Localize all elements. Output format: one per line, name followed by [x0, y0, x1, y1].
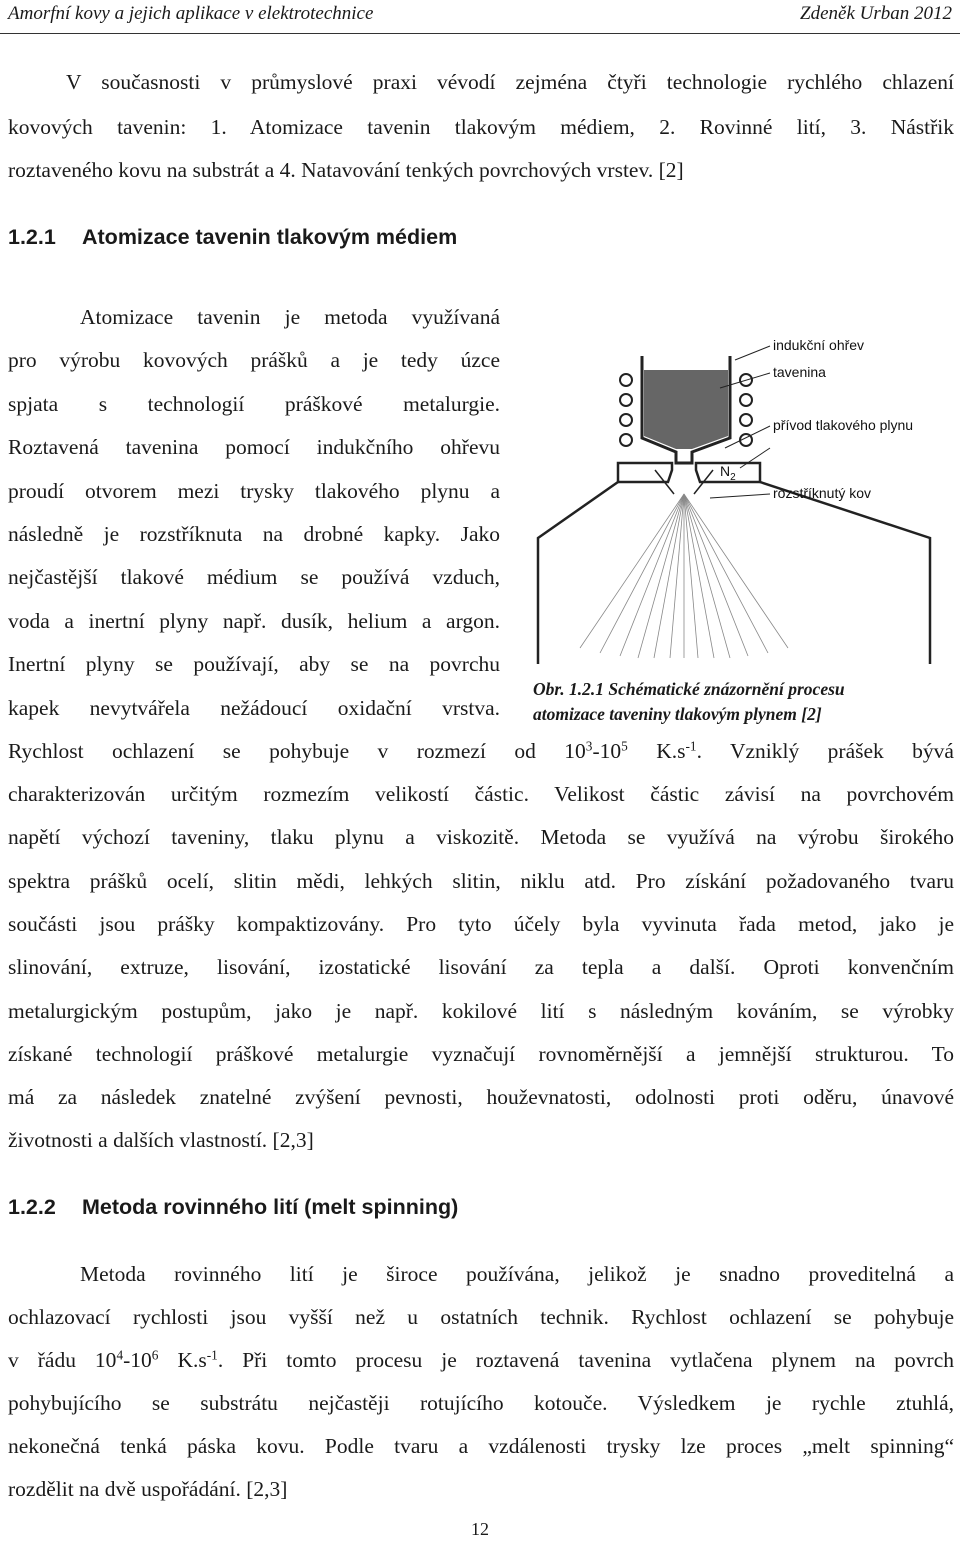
- paragraph-line: Roztavená tavenina pomocí indukčního ohřevu: [8, 435, 500, 459]
- intro-line: V současnosti v průmyslové praxi vévodí zejména čtyři technologie rychlého chlazení: [66, 70, 954, 94]
- paragraph-line: následně je rozstříknuta na drobné kapky. Jako: [8, 522, 500, 546]
- cooling-rate-line: v řádu $10^4-10^6$ $K.s^{-1}$. Při tomto procesu je roztavená tavenina vytlačena plynem na povrch: [8, 1347, 954, 1372]
- paragraph-line: nejčastější tlakové médium se používá vzduch,: [8, 565, 500, 589]
- label-gas-inlet: přívod tlakového plynu: [773, 417, 914, 433]
- paragraph-line: získané technologií práškové metalurgie vyznačují rovnoměrnější a jemnější strukturou. To: [8, 1042, 954, 1066]
- paragraph-line: slinování, extruze, lisování, izostatické lisování za tepla a další. Oproti konvenčním: [8, 955, 954, 979]
- atomization-diagram: [520, 318, 950, 678]
- header-title: Amorfní kovy a jejich aplikace v elektrotechnice: [8, 3, 374, 24]
- paragraph-line: pro výrobu kovových prášků a je tedy úzce: [8, 348, 500, 372]
- label-induction-heating: indukční ohřev: [773, 337, 865, 353]
- paragraph-line: spjata s technologií práškové metalurgie.: [8, 392, 500, 416]
- section-title: Metoda rovinného lití (melt spinning): [82, 1195, 459, 1219]
- section-title: Atomizace tavenin tlakovým médiem: [82, 225, 458, 249]
- paragraph-line: Atomizace tavenin je metoda využívaná: [80, 305, 500, 329]
- coil-left: [620, 394, 632, 406]
- section-heading-1-2-1: [8, 225, 457, 250]
- section-number: 1.2.1: [8, 225, 56, 249]
- cooling-rate-line: Rychlost ochlazení se pohybuje v rozmezí od $10^3-10^5$ $K.s^{-1}$. Vzniklý prášek bývá: [8, 738, 954, 763]
- paragraph-line: voda a inertní plyny např. dusík, helium a argon.: [8, 609, 500, 633]
- paragraph-line: charakterizován určitým rozmezím velikostí částic. Velikost částic závisí na povrchovém: [8, 782, 954, 806]
- figure-caption-line: atomizace taveniny tlakovým plynem [2]: [533, 704, 822, 724]
- paragraph-line: napětí výchozí taveniny, tlaku plynu a viskozitě. Metoda se využívá na výrobu širokého: [8, 825, 954, 849]
- label-melt: tavenina: [773, 364, 826, 380]
- paragraph-line: rozdělit na dvě uspořádání. [2,3]: [8, 1477, 288, 1501]
- paragraph-line: metalurgickým postupům, jako je např. kokilové lití s následným kováním, se výrobky: [8, 999, 954, 1023]
- paragraph-line: Inertní plyny se používají, aby se na povrchu: [8, 652, 500, 676]
- coil-left: [620, 374, 632, 386]
- label-n2: $N_2$: [720, 463, 736, 483]
- header-divider: [0, 33, 960, 34]
- coil-right: [740, 394, 752, 406]
- coil-left: [620, 434, 632, 446]
- paragraph-line: spektra prášků ocelí, slitin mědi, lehkých slitin, niklu atd. Pro získání požadovaného tvaru: [8, 869, 954, 893]
- melt-fill: [644, 370, 728, 436]
- paragraph-line: součásti jsou prášky kompaktizovány. Pro tyto účely byla vyvinuta řada metod, jako je: [8, 912, 954, 936]
- paragraph-line: proudí otvorem mezi trysky tlakového plynu a: [8, 479, 500, 503]
- paragraph-line: ochlazovací rychlosti jsou vyšší než u ostatních technik. Rychlost ochlazení se pohybuje: [8, 1305, 954, 1329]
- chamber: [538, 482, 930, 664]
- coil-right: [740, 414, 752, 426]
- paragraph-line: životnosti a dalších vlastností. [2,3]: [8, 1128, 314, 1152]
- coil-left: [620, 414, 632, 426]
- paragraph-line: pohybujícího se substrátu nejčastěji rotujícího kotouče. Výsledkem je rychle ztuhlá,: [8, 1391, 954, 1415]
- paragraph-line: kapek nevytvářela nežádoucí oxidační vrstva.: [8, 696, 500, 720]
- paragraph-line: Metoda rovinného lití je široce používána, jelikož je snadno proveditelná a: [80, 1262, 954, 1286]
- page-number: 12: [471, 1519, 489, 1539]
- nozzle-left: [618, 463, 672, 482]
- paragraph-line: má za následek znatelné zvýšení pevnosti, houževnatosti, odolnosti proti oděru, únavové: [8, 1085, 954, 1109]
- intro-line: kovových tavenin: 1. Atomizace tavenin tlakovým médiem, 2. Rovinné lití, 3. Nástřik: [8, 115, 954, 139]
- figure-caption-line: Obr. 1.2.1 Schématické znázornění procesu: [533, 679, 845, 699]
- label-sprayed-metal: rozstříknutý kov: [773, 485, 872, 501]
- section-number: 1.2.2: [8, 1195, 56, 1219]
- intro-line: roztaveného kovu na substrát a 4. Natavování tenkých povrchových vrstev. [2]: [8, 158, 684, 182]
- paragraph-line: nekonečná tenká páska kovu. Podle tvaru a vzdálenosti trysky lze proces „melt spinning“: [8, 1434, 954, 1458]
- header-author: Zdeněk Urban 2012: [800, 3, 952, 24]
- section-heading-1-2-2: [8, 1195, 458, 1220]
